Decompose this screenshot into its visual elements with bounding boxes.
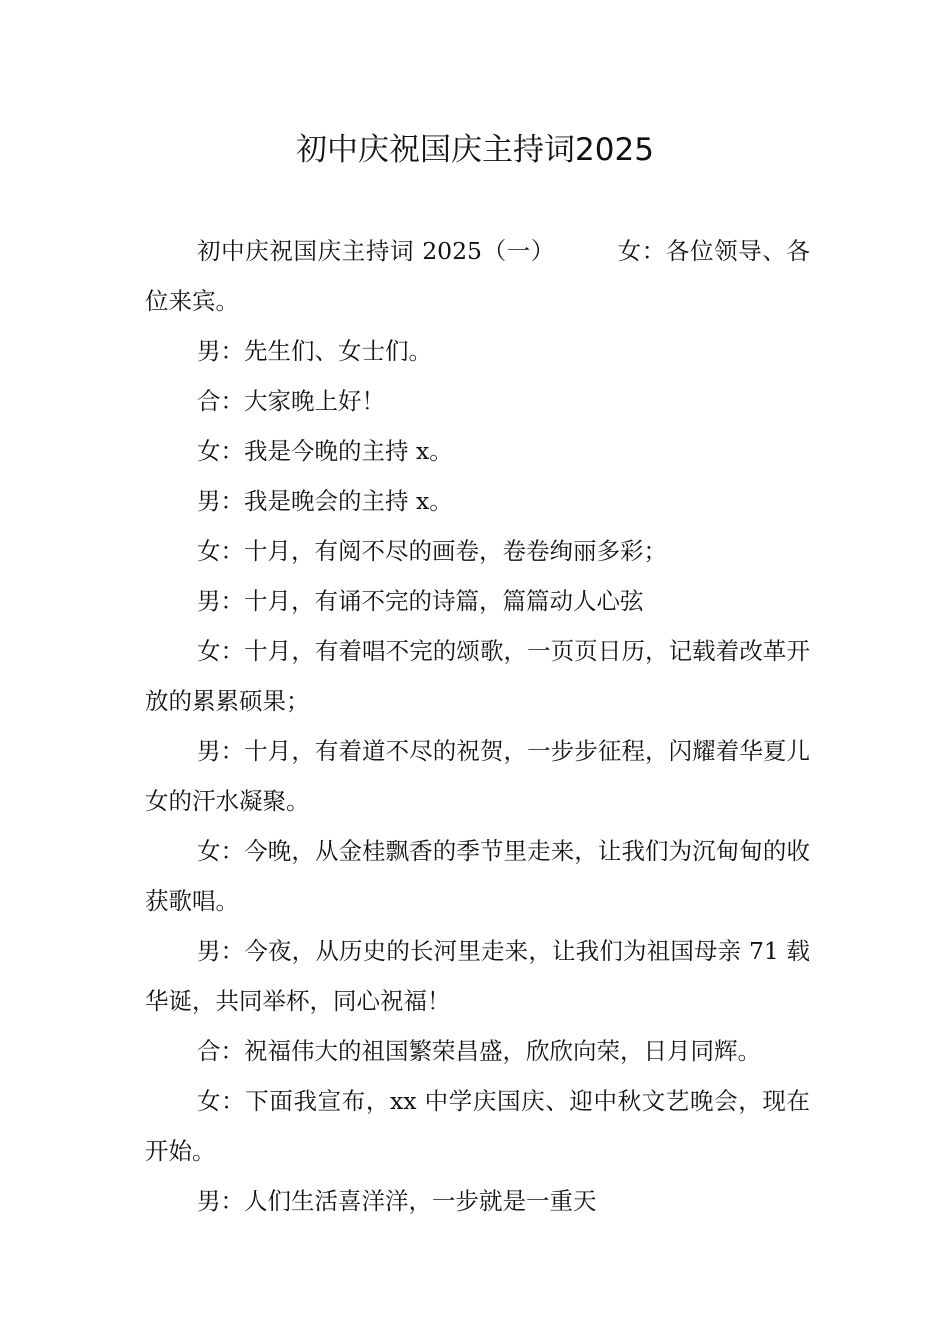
section-heading: 初中庆祝国庆主持词 2025（一） [197,237,556,265]
paragraph: 女：下面我宣布，xx 中学庆国庆、迎中秋文艺晚会，现在开始。 [145,1087,810,1165]
paragraph-intro [145,226,810,326]
paragraph: 男：我是晚会的主持 x。 [197,487,453,515]
paragraph: 女：十月，有阅不尽的画卷，卷卷绚丽多彩； [197,537,667,565]
paragraph: 男：十月，有诵不完的诗篇，篇篇动人心弦 [197,587,644,615]
paragraph: 男：十月，有着道不尽的祝贺，一步步征程，闪耀着华夏儿女的汗水凝聚。 [145,737,810,815]
paragraph: 女：十月，有着唱不完的颂歌，一页页日历，记载着改革开放的累累硕果； [145,637,810,715]
paragraph: 男：人们生活喜洋洋，一步就是一重天 [197,1187,597,1215]
paragraph: 合：大家晚上好！ [197,387,385,415]
paragraph: 女：今晚，从金桂飘香的季节里走来，让我们为沉甸甸的收获歌唱。 [145,837,810,915]
paragraph: 男：先生们、女士们。 [197,337,432,365]
document-title: 初中庆祝国庆主持词2025 [296,132,654,168]
paragraph: 女：我是今晚的主持 x。 [197,437,453,465]
document-body [145,226,810,1226]
paragraph: 合：祝福伟大的祖国繁荣昌盛，欣欣向荣，日月同辉。 [197,1037,761,1065]
intro-line: 女：各位领导、各位来宾。 [145,237,811,315]
paragraph: 男：今夜，从历史的长河里走来，让我们为祖国母亲 71 载华诞，共同举杯，同心祝福！ [145,937,810,1015]
